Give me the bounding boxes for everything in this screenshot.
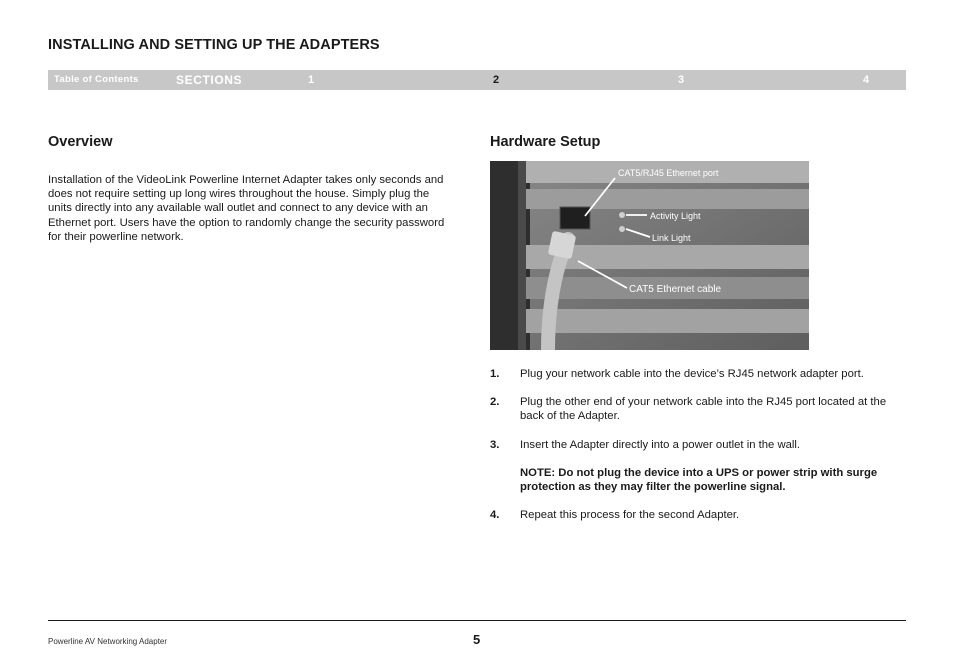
step-number: 2.	[490, 396, 500, 409]
step-item	[490, 395, 910, 423]
port-label: CAT5/RJ45 Ethernet port	[618, 168, 719, 178]
step-text: Plug the other end of your network cable into the RJ45 port located at the back of the Adapter.	[520, 396, 887, 423]
sections-label: SECTIONS	[176, 73, 243, 87]
step-text: Insert the Adapter directly into a power outlet in the wall.	[520, 438, 801, 451]
page-number: 5	[473, 632, 481, 647]
slot-bar	[526, 189, 809, 209]
section-link-2[interactable]: 2	[493, 74, 500, 86]
cable-plug	[548, 231, 576, 259]
step-number: 3.	[490, 438, 500, 451]
section-link-3[interactable]: 3	[678, 74, 685, 86]
cable-label: CAT5 Ethernet cable	[629, 284, 722, 295]
section-link-1[interactable]: 1	[308, 74, 315, 86]
step-number: 1.	[490, 368, 500, 380]
steps-list	[490, 367, 910, 536]
footer-product-name: Powerline AV Networking Adapter	[48, 637, 168, 646]
step-text: Plug your network cable into the device’s RJ45 network adapter port.	[520, 368, 864, 380]
link-light-label: Link Light	[652, 233, 691, 243]
section-link-4[interactable]: 4	[863, 74, 870, 86]
footer-rule	[48, 620, 906, 621]
hardware-setup-photo	[490, 161, 809, 350]
activity-light-label: Activity Light	[650, 211, 701, 221]
overview-paragraph: Installation of the VideoLink Powerline Internet Adapter takes only seconds and does not require setting up long wires throughout the house. Simply plug the units directly into any available wall outlet and connect to any device with an Ethernet port. Users have the option to randomly change the security password for their powerline network.	[48, 174, 445, 243]
section-navbar	[48, 70, 906, 90]
step-item	[490, 438, 910, 452]
page-heading: INSTALLING AND SETTING UP THE ADAPTERS	[48, 37, 380, 53]
link-led	[619, 226, 625, 232]
ethernet-port	[560, 207, 590, 229]
table-of-contents-link[interactable]: Table of Contents	[54, 74, 139, 85]
overview-title: Overview	[48, 134, 113, 150]
note: NOTE: Do not plug the device into a UPS or power strip with surge protection as they may filter the powerline signal.	[520, 466, 878, 494]
activity-led	[619, 212, 625, 218]
hardware-setup-title: Hardware Setup	[490, 134, 601, 150]
step-text: Repeat this process for the second Adapter.	[520, 509, 740, 522]
step-number: 4.	[490, 509, 500, 522]
step-item	[490, 367, 910, 381]
step-item	[490, 508, 910, 522]
slot-bar	[526, 309, 809, 333]
